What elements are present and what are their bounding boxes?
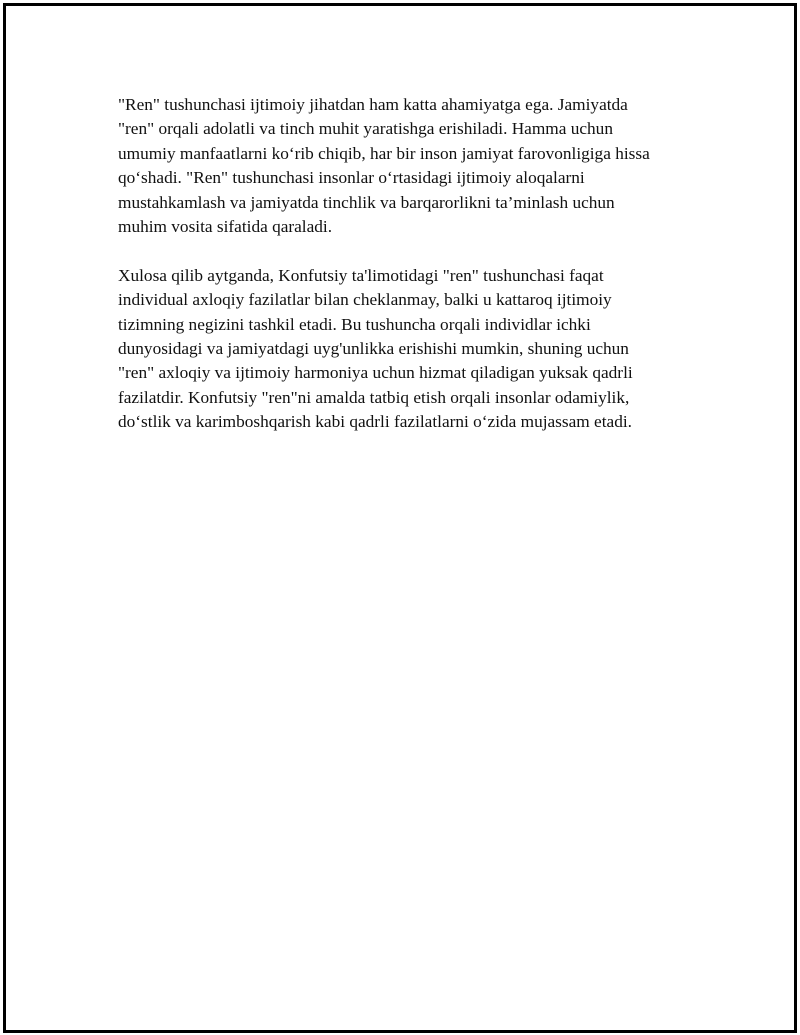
text-line: qo‘shadi. "Ren" tushunchasi insonlar o‘rtasidagi ijtimoiy aloqalarni <box>118 168 585 188</box>
text-line: dunyosidagi va jamiyatdagi uyg'unlikka erishishi mumkin, shuning uchun <box>118 339 629 359</box>
text-line: do‘stlik va karimboshqarish kabi qadrli fazilatlarni o‘zida mujassam etadi. <box>118 412 632 432</box>
document-body <box>118 93 698 459</box>
text-line: individual axloqiy fazilatlar bilan cheklanmay, balki u kattaroq ijtimoiy <box>118 290 612 310</box>
text-line: Xulosa qilib aytganda, Konfutsiy ta'limotidagi "ren" tushunchasi faqat <box>118 265 604 285</box>
text-line: "ren" axloqiy va ijtimoiy harmoniya uchun hizmat qiladigan yuksak qadrli <box>118 363 633 383</box>
text-line: fazilatdir. Konfutsiy "ren"ni amalda tatbiq etish orqali insonlar odamiylik, <box>118 387 630 407</box>
text-line: "ren" orqali adolatli va tinch muhit yaratishga erishiladi. Hamma uchun <box>118 119 613 139</box>
text-line: umumiy manfaatlarni ko‘rib chiqib, har bir inson jamiyat farovonligiga hissa <box>118 143 650 163</box>
paragraph-conclusion <box>118 264 698 435</box>
paragraph-ren-social <box>118 93 698 239</box>
text-line: mustahkamlash va jamiyatda tinchlik va barqarorlikni ta’minlash uchun <box>118 192 615 212</box>
text-line: muhim vosita sifatida qaraladi. <box>118 217 333 237</box>
text-line: tizimning negizini tashkil etadi. Bu tushuncha orqali individlar ichki <box>118 314 591 334</box>
text-line: "Ren" tushunchasi ijtimoiy jihatdan ham katta ahamiyatga ega. Jamiyatda <box>118 95 628 114</box>
